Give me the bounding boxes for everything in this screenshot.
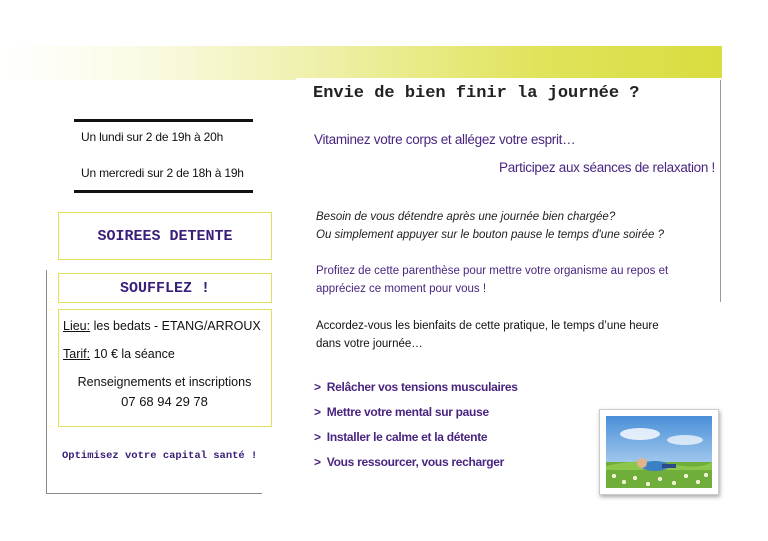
bullet-text: Relâcher vos tensions musculaires: [326, 380, 518, 394]
paragraph-3-line-2: dans votre journée…: [316, 338, 423, 350]
left-frame-line: [46, 270, 47, 494]
paragraph-1: [316, 208, 664, 244]
schedule-monday: Un lundi sur 2 de 19h à 20h: [81, 130, 224, 144]
lieu-line: [63, 319, 261, 333]
bullet-marker: >: [314, 405, 321, 419]
tarif-label: Tarif:: [63, 347, 91, 361]
list-item: [314, 430, 518, 455]
bullet-list: [314, 380, 518, 480]
paragraph-2-line-1: Profitez de cette parenthèse pour mettre votre organisme au repos et: [316, 265, 669, 277]
right-heading: Vitaminez votre corps et allégez votre esprit…: [314, 132, 576, 147]
lieu-value: les bedats - ETANG/ARROUX: [93, 319, 261, 333]
bottom-frame-line: [46, 493, 262, 494]
tarif-value: 10 € la séance: [93, 347, 175, 361]
contact-title: Renseignements et inscriptions: [77, 375, 252, 389]
relaxation-photo: [599, 409, 719, 495]
list-item: [314, 455, 518, 480]
bullet-marker: >: [314, 455, 321, 469]
paragraph-3-line-1: Accordez-vous les bienfaits de cette pratique, le temps d’une heure: [316, 320, 659, 332]
paragraph-2: [316, 262, 668, 298]
list-item: [314, 405, 518, 430]
tarif-line: [63, 347, 175, 361]
list-item: [314, 380, 518, 405]
paragraph-2-line-2: appréciez ce moment pour vous !: [316, 283, 487, 295]
soufflez-box: [58, 273, 272, 303]
soufflez-title: SOUFFLEZ !: [119, 279, 210, 297]
schedule-wednesday: Un mercredi sur 2 de 18h à 19h: [81, 166, 244, 180]
bullet-text: Installer le calme et la détente: [326, 430, 488, 444]
right-subheading: Participez aux séances de relaxation !: [499, 160, 715, 175]
right-divider: [720, 80, 721, 302]
relaxation-photo-image: [600, 410, 718, 494]
page-title: Envie de bien finir la journée ?: [313, 84, 640, 103]
paragraph-3: [316, 317, 659, 353]
bullet-text: Mettre votre mental sur pause: [326, 405, 489, 419]
phone-number: 07 68 94 29 78: [121, 394, 208, 409]
soirees-title: SOIREES DETENTE: [97, 227, 233, 245]
paragraph-1-line-2: Ou simplement appuyer sur le bouton pause le temps d'une soirée ?: [316, 229, 665, 241]
lieu-label: Lieu:: [63, 319, 91, 333]
header-banner: [0, 46, 722, 80]
soirees-box: [58, 212, 272, 260]
paragraph-1-line-1: Besoin de vous détendre après une journée bien chargée?: [316, 211, 616, 223]
bullet-marker: >: [314, 430, 321, 444]
slogan: Optimisez votre capital santé !: [62, 450, 258, 462]
info-box: [58, 309, 272, 427]
schedule-bottom-rule: [74, 190, 253, 193]
schedule-top-rule: [74, 119, 253, 122]
bullet-text: Vous ressourcer, vous recharger: [326, 455, 505, 469]
bullet-marker: >: [314, 380, 321, 394]
